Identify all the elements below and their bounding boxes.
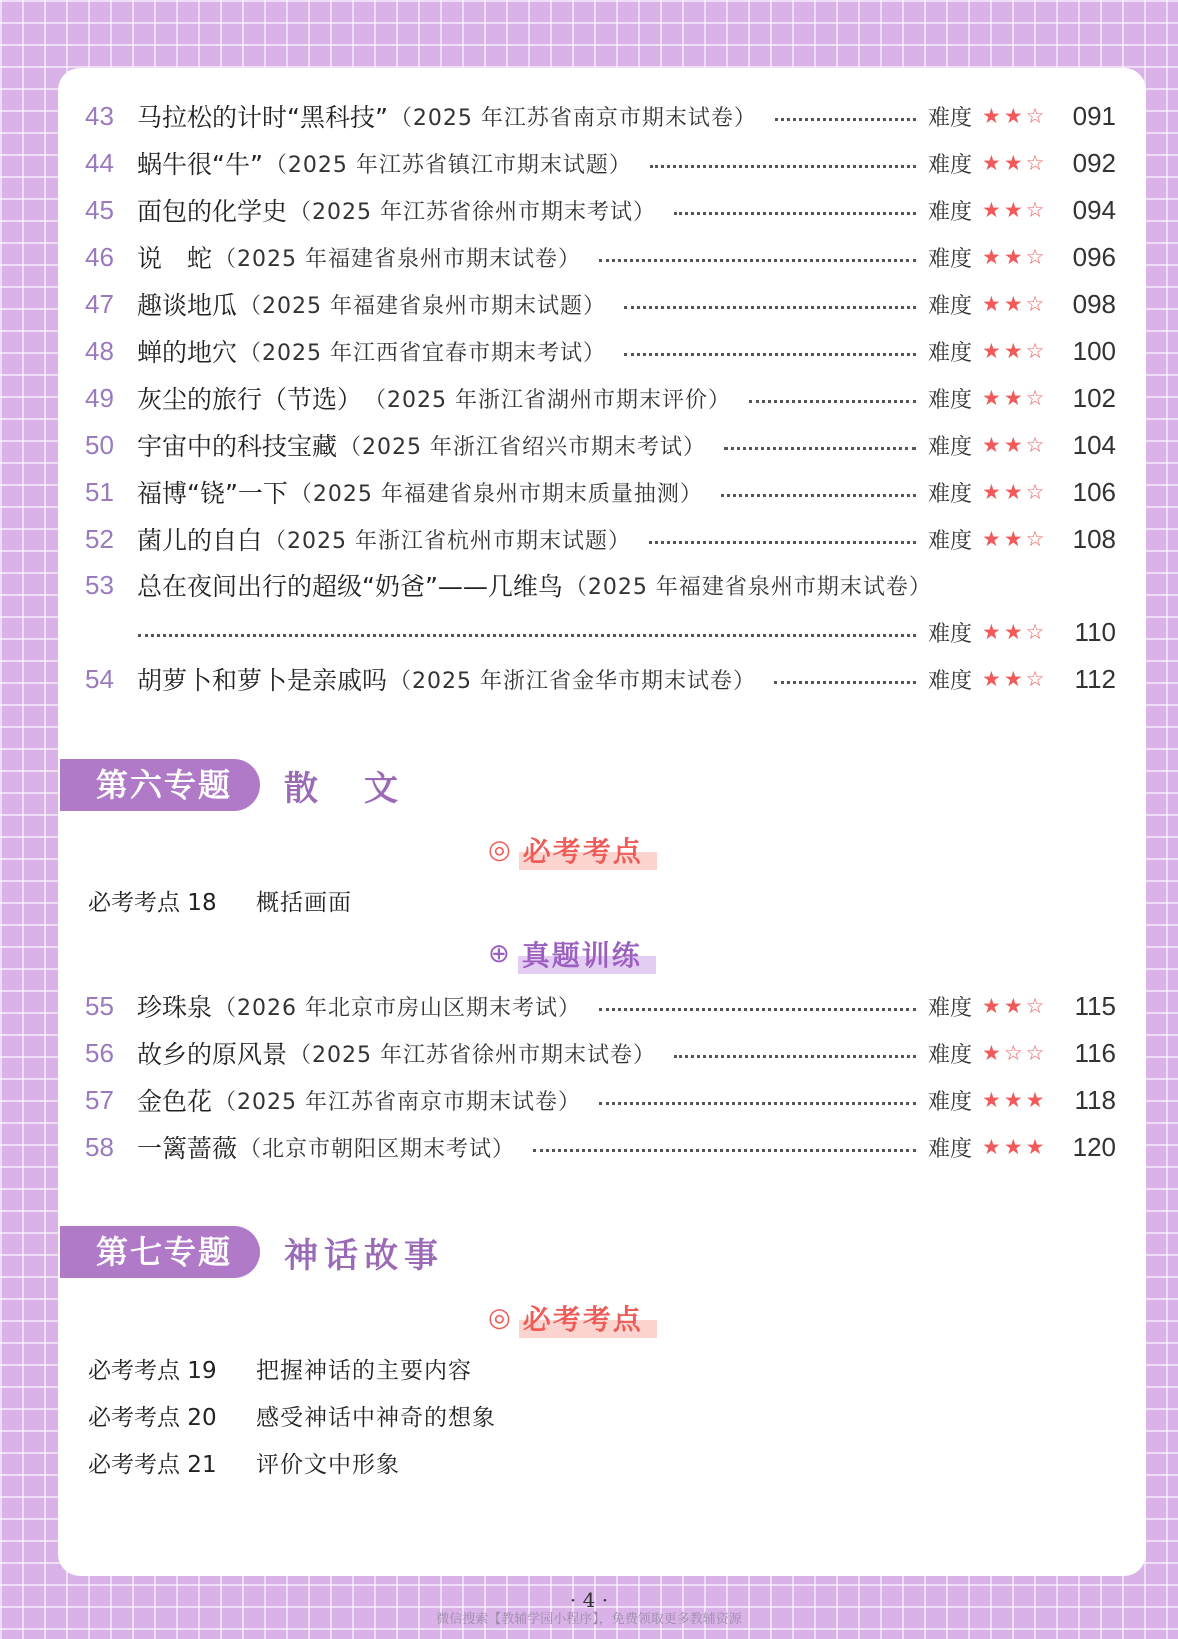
difficulty-label: 难度: [928, 105, 973, 131]
star-filled-icon: ★: [1003, 339, 1023, 363]
page-number: 116: [1074, 1037, 1116, 1068]
star-filled-icon: ★: [1003, 1135, 1023, 1159]
difficulty-stars: [982, 386, 1068, 410]
item-title: 蝉的地穴: [137, 338, 238, 367]
star-empty-icon: ☆: [1003, 1041, 1023, 1065]
item-title: 故乡的原风景: [137, 1040, 288, 1069]
page-number: 100: [1072, 335, 1116, 366]
item-title: 面包的化学史: [137, 197, 288, 226]
difficulty-label: 难度: [928, 152, 973, 178]
toc-item-50[interactable]: [58, 423, 1146, 467]
toc-item-44[interactable]: [58, 141, 1146, 185]
section-7-header: [60, 1225, 444, 1279]
difficulty-stars: [982, 1088, 1068, 1112]
point-label: 必考考点 19: [88, 1357, 217, 1384]
leader-dots: [624, 304, 916, 309]
star-filled-icon: ★: [982, 1041, 1001, 1065]
star-empty-icon: ☆: [1025, 1041, 1045, 1065]
item-title: 马拉松的计时“黑科技”: [137, 103, 388, 132]
toc-item-55[interactable]: [58, 984, 1146, 1028]
star-filled-icon: ★: [1003, 620, 1023, 644]
item-title: 菌儿的自白: [137, 526, 263, 555]
star-filled-icon: ★: [982, 480, 1001, 504]
star-empty-icon: ☆: [1025, 104, 1045, 128]
difficulty-stars: [982, 292, 1068, 316]
leader-dots: [533, 1147, 916, 1152]
item-title: 说 蛇: [137, 244, 213, 273]
star-filled-icon: ★: [1003, 667, 1023, 691]
star-empty-icon: ☆: [1025, 245, 1045, 269]
star-filled-icon: ★: [1003, 386, 1023, 410]
star-empty-icon: ☆: [1025, 620, 1045, 644]
section-6-header: [60, 758, 404, 812]
item-number: 50: [85, 429, 114, 460]
difficulty-stars: [982, 667, 1068, 691]
difficulty-label: 难度: [928, 293, 973, 319]
leader-dots: [749, 398, 916, 403]
toc-item-58[interactable]: [58, 1125, 1146, 1169]
item-source: （2025 年江苏省徐州市期末考试）: [289, 199, 656, 225]
difficulty-stars: [982, 527, 1068, 551]
star-filled-icon: ★: [982, 433, 1001, 457]
star-empty-icon: ☆: [1025, 527, 1045, 551]
section-name: 散 文: [284, 768, 405, 809]
star-empty-icon: ☆: [1025, 433, 1045, 457]
item-number: 48: [85, 335, 114, 366]
difficulty-label: 难度: [928, 1089, 973, 1115]
section-tag: 第六专题: [60, 759, 260, 811]
difficulty-label: 难度: [928, 434, 973, 460]
star-filled-icon: ★: [1003, 480, 1023, 504]
star-filled-icon: ★: [982, 198, 1001, 222]
target-icon: ◎: [488, 1303, 511, 1333]
star-filled-icon: ★: [982, 292, 1001, 316]
page-number-footer: · 4 ·: [569, 1588, 609, 1612]
page-number: 102: [1072, 382, 1116, 413]
real-test-banner: [488, 934, 656, 974]
star-filled-icon: ★: [982, 1088, 1001, 1112]
star-filled-icon: ★: [982, 620, 1001, 644]
item-source: （2025 年江苏省徐州市期末试卷）: [289, 1042, 656, 1068]
item-source: （2025 年福建省泉州市期末质量抽测）: [289, 481, 703, 507]
star-empty-icon: ☆: [1025, 339, 1045, 363]
leader-dots: [674, 210, 916, 215]
page-number: 104: [1072, 429, 1116, 460]
star-empty-icon: ☆: [1025, 198, 1045, 222]
section-tag: 第七专题: [60, 1226, 260, 1278]
item-number: 45: [85, 194, 114, 225]
leader-dots: [774, 679, 916, 684]
difficulty-stars: [982, 339, 1068, 363]
key-point-18[interactable]: [88, 880, 352, 920]
star-filled-icon: ★: [1003, 433, 1023, 457]
difficulty-stars: [982, 994, 1068, 1018]
key-point-19[interactable]: [88, 1348, 472, 1388]
item-title: 珍珠泉: [137, 993, 213, 1022]
difficulty-stars: [982, 433, 1068, 457]
item-source: （北京市朝阳区期末考试）: [239, 1136, 516, 1162]
difficulty-stars: [982, 620, 1068, 644]
star-filled-icon: ★: [982, 151, 1001, 175]
difficulty-label: 难度: [928, 340, 973, 366]
point-text: 把握神话的主要内容: [256, 1357, 472, 1384]
item-number: 57: [85, 1084, 114, 1115]
star-empty-icon: ☆: [1025, 151, 1045, 175]
star-filled-icon: ★: [982, 667, 1001, 691]
banner-text: 必考考点: [519, 1298, 657, 1338]
star-filled-icon: ★: [982, 527, 1001, 551]
toc-item-46[interactable]: [58, 235, 1146, 279]
item-source: （2025 年江苏省南京市期末试卷）: [389, 105, 757, 131]
item-title: 蜗牛很“牛”: [137, 150, 263, 179]
difficulty-label: 难度: [928, 1136, 973, 1162]
leader-dots: [649, 539, 916, 544]
star-filled-icon: ★: [1003, 1088, 1023, 1112]
point-label: 必考考点 20: [88, 1404, 217, 1431]
difficulty-label: 难度: [928, 387, 973, 413]
item-title: 福博“铙”一下: [137, 479, 288, 508]
star-filled-icon: ★: [982, 104, 1001, 128]
item-title: 一篱蔷薇: [137, 1134, 238, 1163]
star-filled-icon: ★: [1003, 198, 1023, 222]
star-empty-icon: ☆: [1025, 480, 1045, 504]
star-empty-icon: ☆: [1025, 292, 1045, 316]
item-source: （2025 年浙江省杭州市期末试题）: [264, 528, 631, 554]
target-icon: ◎: [488, 835, 511, 865]
star-empty-icon: ☆: [1025, 386, 1045, 410]
leader-dots: [599, 1100, 916, 1105]
item-number: 44: [85, 147, 114, 178]
item-number: 47: [85, 288, 114, 319]
section-name: 神话故事: [284, 1235, 445, 1276]
must-test-banner: [488, 1298, 657, 1338]
key-point-21[interactable]: [88, 1442, 400, 1482]
point-text: 概括画面: [256, 889, 352, 916]
page-number: 096: [1072, 241, 1116, 272]
point-text: 评价文中形象: [256, 1451, 400, 1478]
item-number: 43: [85, 100, 114, 131]
leader-dots: [599, 1006, 916, 1011]
leader-dots: [775, 116, 916, 121]
item-source: （2025 年福建省泉州市期末试卷）: [214, 246, 581, 272]
item-number: 52: [85, 523, 114, 554]
leader-dots: [721, 492, 916, 497]
difficulty-stars: [982, 104, 1068, 128]
item-source: （2026 年北京市房山区期末考试）: [214, 995, 581, 1021]
leader-dots: [724, 445, 916, 450]
difficulty-label: 难度: [928, 668, 973, 694]
item-number: 46: [85, 241, 114, 272]
difficulty-label: 难度: [928, 995, 973, 1021]
item-title: 总在夜间出行的超级“奶爸”——几维鸟: [137, 572, 563, 601]
star-filled-icon: ★: [1003, 104, 1023, 128]
toc-item-57[interactable]: [58, 1078, 1146, 1122]
difficulty-label: 难度: [928, 246, 973, 272]
toc-item-45[interactable]: [58, 188, 1146, 232]
leader-dots: [624, 351, 916, 356]
page-number: 110: [1074, 616, 1116, 647]
item-number: 54: [85, 663, 114, 694]
banner-text: 真题训练: [518, 934, 656, 974]
page-number: 108: [1072, 523, 1116, 554]
item-title: 趣谈地瓜: [137, 291, 238, 320]
page-number: 120: [1072, 1131, 1116, 1162]
toc-item-53-continuation: [58, 610, 1146, 654]
page-number: 118: [1074, 1084, 1116, 1115]
difficulty-stars: [982, 198, 1068, 222]
toc-item-54[interactable]: [58, 657, 1146, 701]
leader-dots: [138, 632, 916, 637]
key-point-20[interactable]: [88, 1395, 496, 1435]
item-number: 51: [85, 476, 114, 507]
item-number: 58: [85, 1131, 114, 1162]
toc-item-53[interactable]: [58, 563, 1146, 607]
star-filled-icon: ★: [1003, 292, 1023, 316]
item-title: 金色花: [137, 1087, 213, 1116]
must-test-banner: [488, 830, 657, 870]
item-source: （2025 年福建省泉州市期末试题）: [239, 293, 606, 319]
page-number: 092: [1072, 147, 1116, 178]
difficulty-label: 难度: [928, 199, 973, 225]
item-source: （2025 年江西省宜春市期末考试）: [239, 340, 606, 366]
toc-item-51[interactable]: [58, 470, 1146, 514]
difficulty-label: 难度: [928, 481, 973, 507]
item-source: （2025 年江苏省南京市期末试卷）: [214, 1089, 581, 1115]
page-number: 106: [1072, 476, 1116, 507]
content-panel: [58, 68, 1146, 1576]
leader-dots: [650, 163, 916, 168]
item-title: 胡萝卜和萝卜是亲戚吗: [137, 666, 388, 695]
star-filled-icon: ★: [1003, 245, 1023, 269]
star-filled-icon: ★: [982, 994, 1001, 1018]
difficulty-stars: [982, 1135, 1068, 1159]
difficulty-stars: [982, 151, 1068, 175]
item-source: （2025 年福建省泉州市期末试卷）: [564, 574, 932, 600]
toc-item-47[interactable]: [58, 282, 1146, 326]
item-source: （2025 年浙江省湖州市期末评价）: [364, 387, 731, 413]
footer-note: 微信搜索【教辅学园小程序】，免费领取更多教辅资源: [436, 1612, 742, 1627]
page-number: 112: [1074, 663, 1116, 694]
toc-item-43[interactable]: [58, 94, 1146, 138]
toc-item-48[interactable]: [58, 329, 1146, 373]
point-label: 必考考点 21: [88, 1451, 217, 1478]
star-filled-icon: ★: [982, 386, 1001, 410]
star-filled-icon: ★: [1003, 151, 1023, 175]
star-filled-icon: ★: [982, 339, 1001, 363]
item-number: 55: [85, 990, 114, 1021]
toc-item-56[interactable]: [58, 1031, 1146, 1075]
star-filled-icon: ★: [1025, 1088, 1045, 1112]
star-filled-icon: ★: [1003, 527, 1023, 551]
leader-dots: [674, 1053, 916, 1058]
star-empty-icon: ☆: [1025, 667, 1045, 691]
page-number: 091: [1072, 100, 1116, 131]
star-empty-icon: ☆: [1025, 994, 1045, 1018]
page-number: 115: [1074, 990, 1116, 1021]
item-title: 灰尘的旅行（节选）: [137, 385, 363, 414]
item-source: （2025 年浙江省金华市期末试卷）: [389, 668, 756, 694]
crosshair-icon: ⊕: [488, 939, 510, 969]
leader-dots: [599, 257, 916, 262]
difficulty-stars: [982, 245, 1068, 269]
item-number: 49: [85, 382, 114, 413]
point-text: 感受神话中神奇的想象: [256, 1404, 496, 1431]
difficulty-stars: [982, 480, 1068, 504]
point-label: 必考考点 18: [88, 889, 217, 916]
difficulty-label: 难度: [928, 621, 973, 647]
page-number: 094: [1072, 194, 1116, 225]
item-source: （2025 年江苏省镇江市期末试题）: [264, 152, 632, 178]
item-source: （2025 年浙江省绍兴市期末考试）: [339, 434, 706, 460]
item-title: 宇宙中的科技宝藏: [137, 432, 338, 461]
page-number: 098: [1072, 288, 1116, 319]
difficulty-label: 难度: [928, 528, 973, 554]
difficulty-stars: [982, 1041, 1068, 1065]
item-number: 56: [85, 1037, 114, 1068]
star-filled-icon: ★: [982, 1135, 1001, 1159]
banner-text: 必考考点: [519, 830, 657, 870]
item-number: 53: [85, 569, 114, 600]
toc-item-49[interactable]: [58, 376, 1146, 420]
star-filled-icon: ★: [1025, 1135, 1045, 1159]
star-filled-icon: ★: [982, 245, 1001, 269]
star-filled-icon: ★: [1003, 994, 1023, 1018]
difficulty-label: 难度: [928, 1042, 973, 1068]
toc-item-52[interactable]: [58, 517, 1146, 561]
